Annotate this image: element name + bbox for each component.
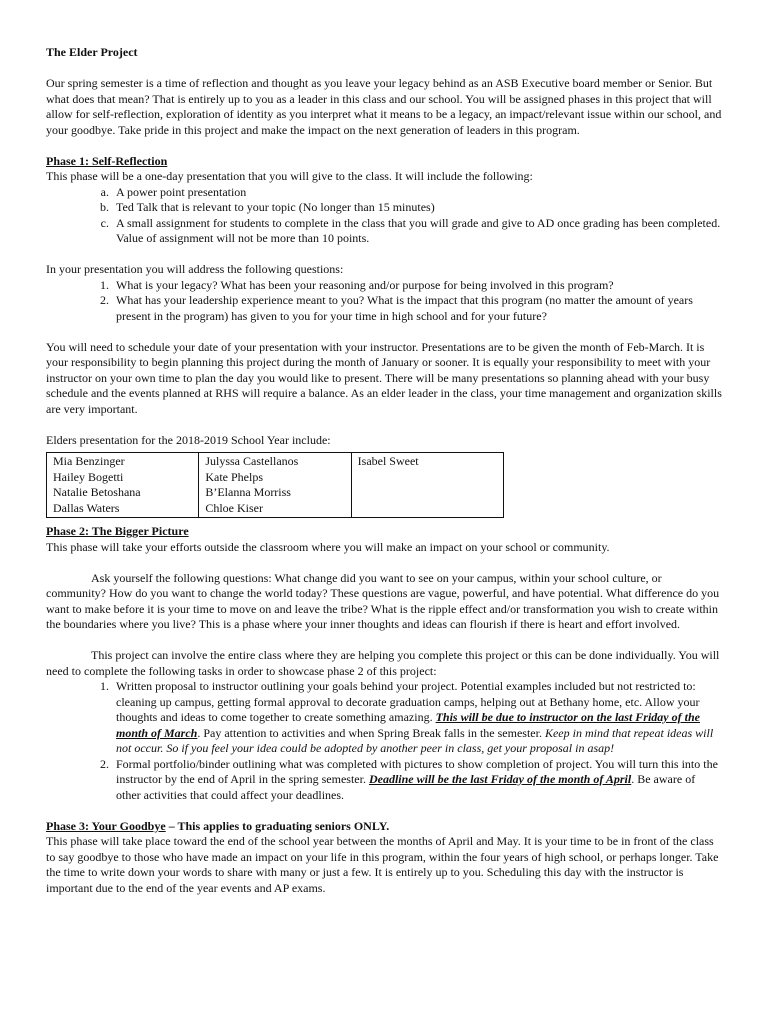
phase3-heading-note: – This applies to graduating seniors ONLY.: [165, 818, 390, 833]
elders-column-2: [199, 453, 351, 518]
list-item: [112, 679, 722, 757]
task2-deadline: Deadline will be the last Friday of the month of April: [368, 772, 632, 786]
intro-paragraph: Our spring semester is a time of reflection and thought as you leave your legacy behind as an ASB Executive board member or Senior. But what does that mean? That is entirely up to you as a leader in this class and our school. You will be assigned phases in this project that will allow for self-reflection, exploration of identity as you interpret what it means to be a legacy, an impact/relevant issue within our school, and your goodbye. Take pride in this project and make the impact on the next generation of leaders in this program.: [46, 76, 722, 137]
document-title: The Elder Project: [46, 45, 138, 59]
phase1-heading: Phase 1: Self-Reflection: [46, 153, 168, 168]
task2-text-cont: . Be aware of other activities that could affect your deadlines.: [116, 772, 696, 802]
elder-name: Chloe Kiser: [205, 500, 263, 515]
task1-text-cont: . Pay attention to activities and when Spring Break falls in the semester.: [197, 725, 545, 740]
phase3-heading-line: [46, 819, 722, 835]
table-row: [47, 453, 504, 518]
elder-name: Mia Benzinger: [53, 454, 125, 468]
elder-name: Julyssa Castellanos: [205, 454, 299, 468]
task1-text: Written proposal to instructor outlining your goals behind your project. Potential examples included but not restricted to: cleaning up campus, getting formal approval to decorate graduation camps, helping out at Bethany home, etc. Allow your thoughts and ideas to come together to create something amazing.: [116, 679, 700, 724]
phase2-tasks-intro: This project can involve the entire class where they are helping you complete this project or this can be done individually. You will need to complete the following tasks in order to showcase phase 2 of this project:: [46, 648, 720, 678]
elder-name: Kate Phelps: [205, 469, 263, 484]
phase3-description: This phase will take place toward the end of the school year between the months of April and May. It is your time to be in front of the class to say goodbye to those who have made an impact on your life in this program, within the four years of high school, or perhaps longer. Take the time to write down your words to share with many or just a few. It is entirely up to you. Scheduling this day with the instructor is important due to the end of the year events and AP exams.: [46, 834, 719, 895]
elder-name: Hailey Bogetti: [53, 469, 124, 484]
phase1-questions-list: [46, 278, 722, 325]
phase2-questions-paragraph: Ask yourself the following questions: What change did you want to see on your campus, within your school culture, or community? How do you want to change the world today? These questions are vague, powerful, and have potential. What difference do you want to make before it is your time to move on and leave the tribe? What is the ripple effect and/or transformation you wish to create within the boundaries where you live? This is a phase where your inner thoughts and ideas can flourish if there is heart and effort involved.: [46, 570, 720, 631]
list-item: 2. What has your leadership experience meant to you? What is the impact that this program (no matter the amount of years present in the program) has given to you for your time in high school and for your future?: [112, 293, 722, 324]
list-item: a. A power point presentation: [112, 185, 722, 201]
phase2-tasks-list: [46, 679, 722, 803]
elders-table: [46, 452, 504, 518]
phase2-heading: Phase 2: The Bigger Picture: [46, 524, 189, 538]
phase1-questions-intro: In your presentation you will address the following questions:: [46, 262, 344, 276]
task2-text: Formal portfolio/binder outlining what was completed with pictures to show completion of project. You will turn this into the instructor by the end of April in the spring semester.: [116, 756, 718, 786]
task1-deadline: This will be due to instructor on the last Friday of the month of March: [116, 710, 700, 740]
task1-note: Keep in mind that repeat ideas will not occur. So if you feel your idea could be adopted by another peer in class, get your proposal in asap!: [116, 725, 714, 755]
elder-name: Isabel Sweet: [357, 454, 419, 468]
list-item: b. Ted Talk that is relevant to your topic (No longer than 15 minutes): [112, 200, 722, 216]
elder-name: Natalie Betoshana: [53, 485, 141, 499]
phase3-heading: Phase 3: Your Goodbye: [46, 818, 166, 833]
list-item: [112, 757, 722, 804]
elder-name: B’Elanna Morriss: [205, 485, 291, 499]
phase1-items-list: [46, 185, 722, 247]
elders-column-3: [351, 453, 503, 518]
list-item: 1. What is your legacy? What has been your reasoning and/or purpose for being involved in this program?: [112, 278, 722, 294]
elders-column-1: [47, 453, 199, 518]
elder-name: Dallas Waters: [53, 500, 120, 515]
phase1-description: This phase will be a one-day presentation that you will give to the class. It will include the following:: [46, 169, 533, 183]
list-item: c. A small assignment for students to complete in the class that you will grade and give to AD once grading has been completed. Value of assignment will not be more than 10 points.: [112, 216, 722, 247]
elders-intro: Elders presentation for the 2018-2019 School Year include:: [46, 432, 331, 447]
phase1-schedule-paragraph: You will need to schedule your date of your presentation with your instructor. Presentations are to be given the month of Feb-March. It is your responsibility to begin planning this project during the month of January or sooner. It is equally your responsibility to meet with your instructor on your own time to plan the day you would like to present. There will be many presentations so planning ahead with your busy schedule and the events planned at RHS will require a balance. As an elder leader in the class, your time management and organization skills are very important.: [46, 339, 722, 416]
phase2-description: This phase will take your efforts outside the classroom where you will make an impact on your school or community.: [46, 539, 610, 554]
